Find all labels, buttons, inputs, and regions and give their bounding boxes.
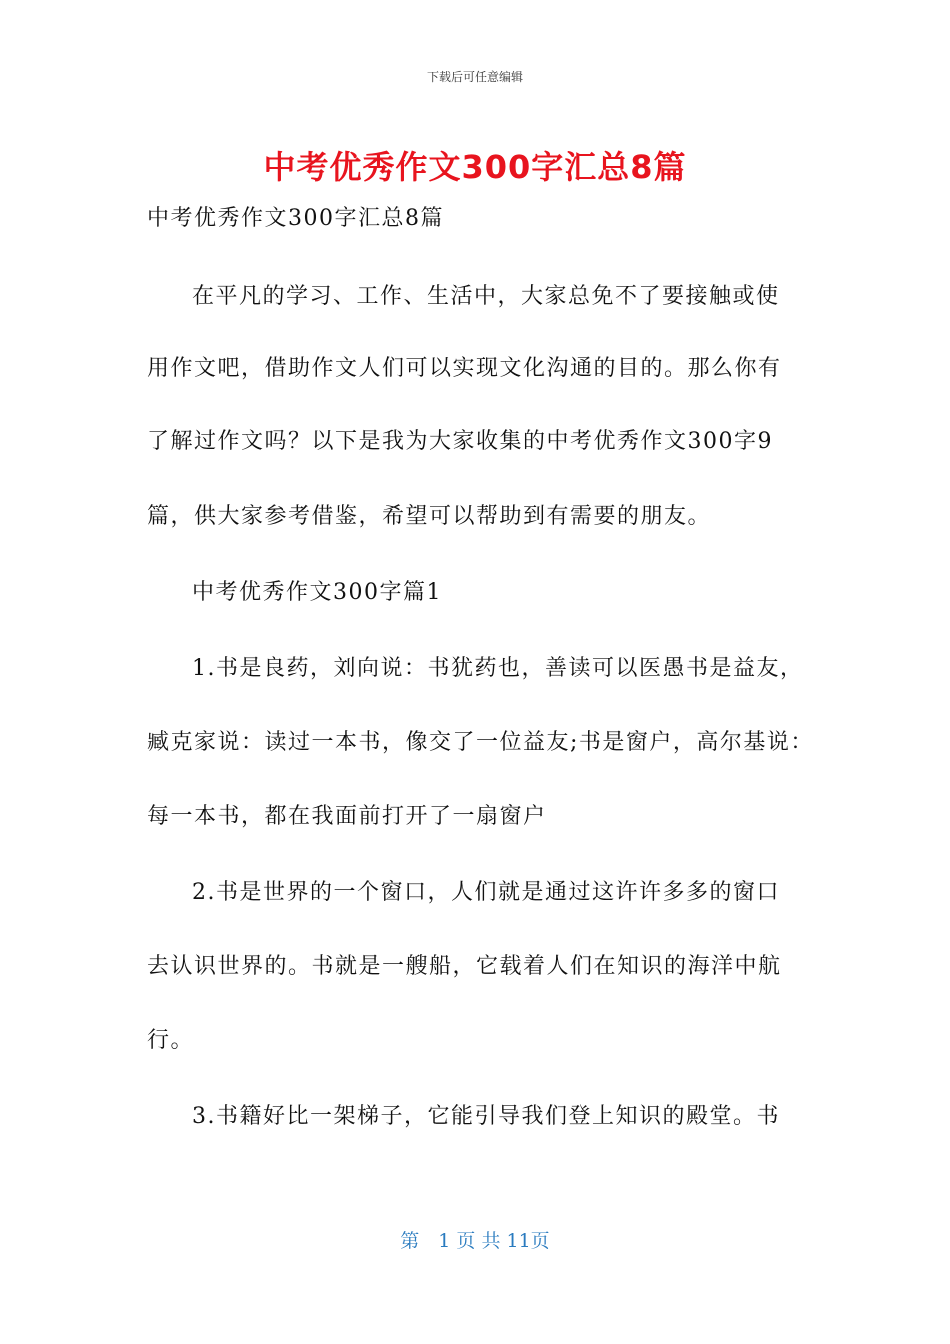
paragraph-line: 每一本书，都在我面前打开了一扇窗户 xyxy=(147,804,547,829)
paragraph-line: 在平凡的学习、工作、生活中，大家总免不了要接触或使 xyxy=(192,284,780,309)
document-title: 中考优秀作文300字汇总8篇 xyxy=(263,148,687,186)
paragraph-line: 去认识世界的。书就是一艘船，它载着人们在知识的海洋中航 xyxy=(147,954,782,979)
paragraph-line: 篇，供大家参考借鉴，希望可以帮助到有需要的朋友。 xyxy=(147,504,712,529)
paragraph-line: 行。 xyxy=(147,1028,195,1053)
header-note: 下载后可任意编辑 xyxy=(426,70,523,84)
paragraph-line: 用作文吧，借助作文人们可以实现文化沟通的目的。那么你有 xyxy=(147,356,782,381)
paragraph-line: 3.书籍好比一架梯子，它能引导我们登上知识的殿堂。书 xyxy=(192,1104,780,1129)
paragraph-line: 2.书是世界的一个窗口，人们就是通过这许许多多的窗口 xyxy=(192,880,780,905)
subtitle-line: 中考优秀作文300字汇总8篇 xyxy=(147,206,444,231)
paragraph-line: 1.书是良药，刘向说：书犹药也，善读可以医愚书是益友， xyxy=(192,656,804,681)
paragraph-line: 臧克家说：读过一本书，像交了一位益友;书是窗户，高尔基说： xyxy=(147,730,814,755)
page-indicator: 第 1 页 共 11页 xyxy=(400,1230,550,1252)
section-heading: 中考优秀作文300字篇1 xyxy=(192,580,442,605)
paragraph-line: 了解过作文吗？以下是我为大家收集的中考优秀作文300字9 xyxy=(147,429,773,454)
